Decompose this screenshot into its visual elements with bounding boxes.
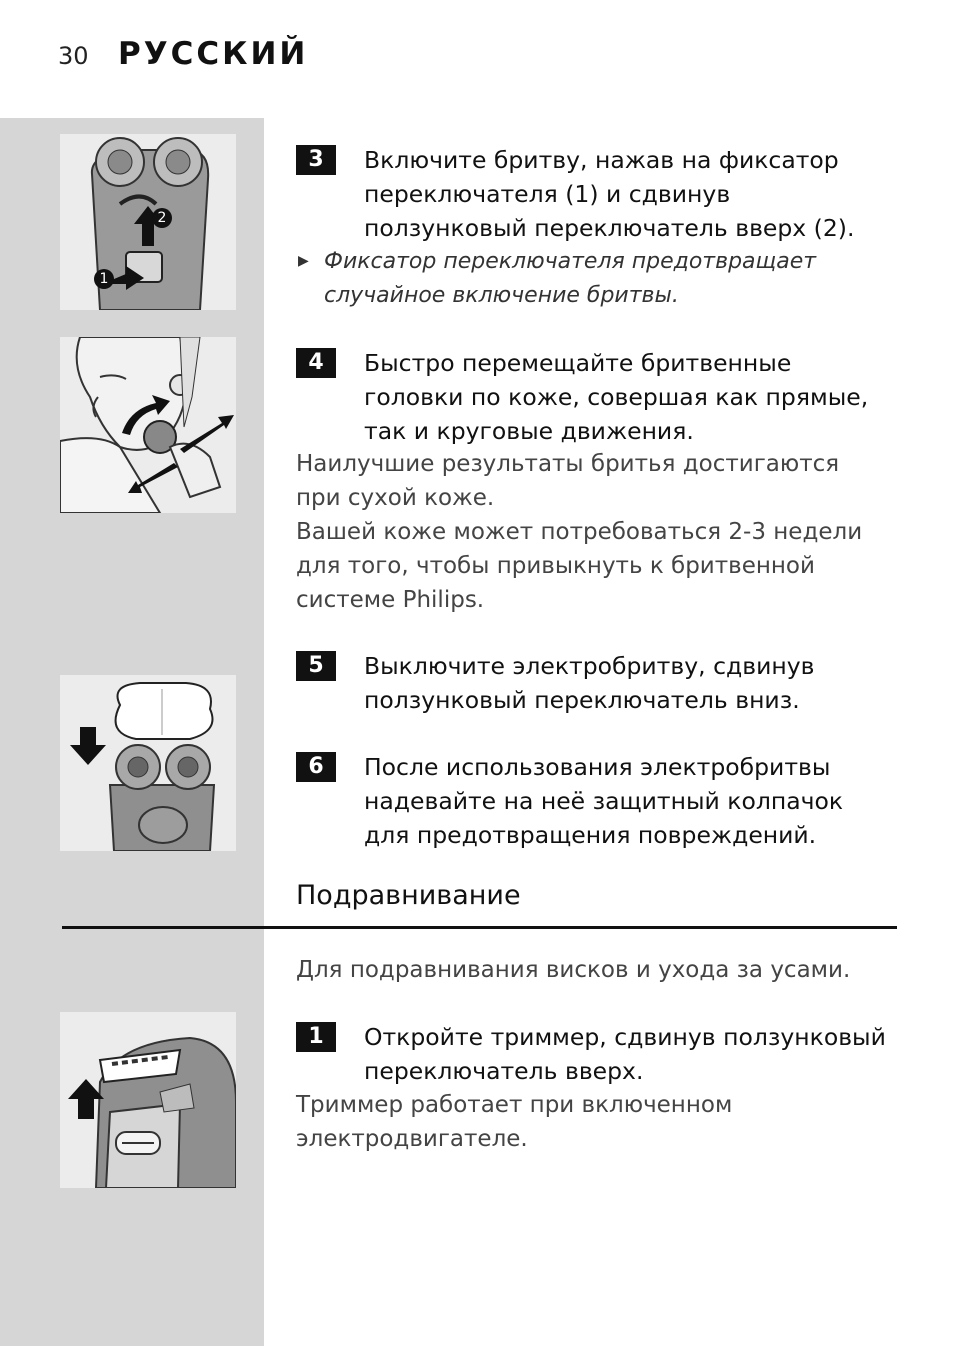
step-instruction: Выключите электробритву, сдвинув ползунковый переключатель вниз. [364, 652, 815, 714]
section-title: РУССКИЙ [118, 36, 309, 72]
step-4-note-2: Вашей коже может потребоваться 2-3 недели для того, чтобы привыкнуть к бритвенной системе Philips. [296, 519, 863, 613]
note-line-2: случайное включение бритвы. [324, 283, 679, 308]
figure-shaving-face [60, 337, 236, 513]
page-number: 30 [58, 42, 89, 70]
shaver-illustration [60, 134, 236, 310]
step-number-badge: 1 [296, 1022, 336, 1052]
step-6 [296, 750, 894, 852]
figure-label-1: 1 [94, 269, 114, 289]
step-3-note [298, 244, 898, 313]
step-4-note-1: Наилучшие результаты бритья достигаются при сухой коже. [296, 451, 840, 511]
step-5 [296, 649, 894, 717]
trim-step-1 [296, 1020, 894, 1088]
step-instruction: Быстро перемещайте бритвенные головки по коже, совершая как прямые, так и круговые движения. [364, 349, 869, 445]
note-line-1: Фиксатор переключателя предотвращает [324, 249, 817, 274]
step-instruction: Откройте триммер, сдвинув ползунковый переключатель вверх. [364, 1023, 886, 1085]
step-number-badge: 5 [296, 651, 336, 681]
trimming-intro: Для подравнивания висков и ухода за усами. [296, 957, 851, 983]
face-illustration [60, 337, 236, 513]
step-number-badge: 4 [296, 348, 336, 378]
trim-step-1-note: Триммер работает при включенном электродвигателе. [296, 1092, 733, 1152]
bullet-arrow-icon: ▶ [298, 253, 309, 269]
arrow-down-icon [68, 727, 108, 771]
trimming-heading: Подравнивание [296, 880, 521, 911]
step-instruction: Включите бритву, нажав на фиксатор переключателя (1) и сдвинув ползунковый переключатель вверх (2). [364, 146, 855, 242]
step-number-badge: 3 [296, 145, 336, 175]
arrow-up-icon [66, 1079, 106, 1123]
step-4 [296, 346, 894, 448]
step-number-badge: 6 [296, 752, 336, 782]
figure-switch-on [60, 134, 236, 310]
section-divider [62, 926, 897, 929]
step-3 [296, 143, 894, 245]
figure-label-2: 2 [152, 208, 172, 228]
step-instruction: После использования электробритвы надевайте на неё защитный колпачок для предотвращения повреждений. [364, 753, 844, 849]
